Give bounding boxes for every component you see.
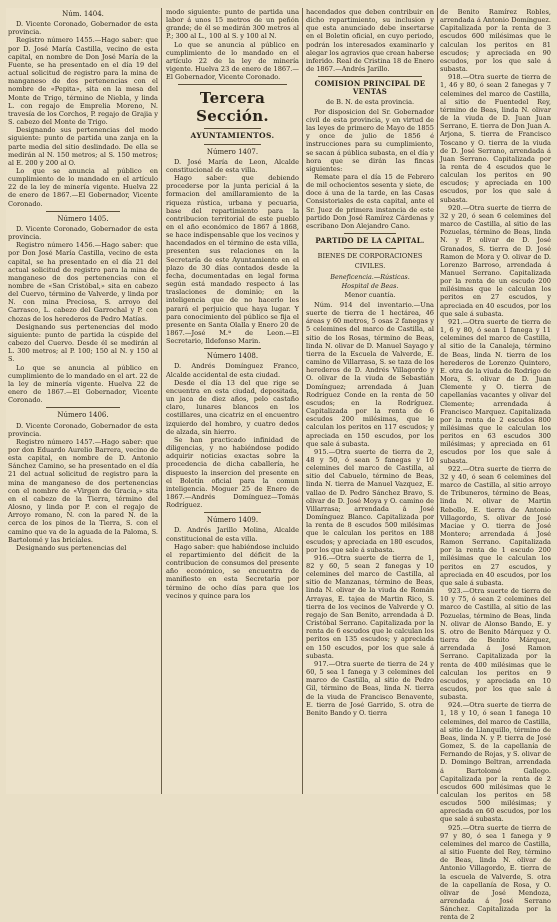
divider (46, 407, 120, 408)
heading-line: Beneficencia.—Rústicas. (330, 272, 410, 281)
divider (204, 128, 261, 129)
paragraph: 916.—Otra suerte de tierra de 1, 82 y 60, 5 sean 2 fanegas y 10 celemines del marco de Castilla, al sitio de Manzanas, término de Beas, linda N. olivar de la viuda de Román Arrayas, E. tajea de Martin Rico, S. tierra de los vecinos de Valverde y O. regajo de San Benito, arrendada á D. Cristóbal Serrano. Capitalizada por la renta de 6 escudos que le calculan los peritos en 135 escudos; y apreciada en 150 escudos, por los que sale á subasta. (306, 553, 434, 660)
paragraph: 915.—Otra suerte de tierra de 2, 48 y 50, ó sean 5 fanegas y 10 celemines del marco de Castilla, al sitio del Cabuelo, término de Beas, linda N. tierra de Manuel Vazquez, E. vallao de D. Pedro Sánchez Bravo, S. olivar de D. José Moya y O. camino de Villarrasa; arrendada á José Domínguez Blanco. Capitalizada por la renta de 8 escudos 500 milésimas que le calculan los peritos en 188 escudos; y apreciada en 180 escudos, por los que sale á subasta. (306, 447, 434, 554)
heading-line: CIVILES. (354, 262, 386, 271)
paragraph: Designando sus pertenencias del modo siguiente: punto de partida una zanja en la parte media del sitio deslindado. De ella se medirán al N. 150 metros; al S. 150 metros; al E. 200 y 200 al O. (8, 126, 158, 167)
paragraph: 922.—Otra suerte de tierra de 32 y 40, ó sean 6 celemines del marco de Castilla, al sitio arroyo de Tribuneros, término de Beas, linda N. olivar de Martin Rebollo, E. tierra de Antonio Villagordo, S. olivar de José Maciae y O. tierra de José Montero; arrendada á José Ramon Serrano. Capitalizada por la renta de 1 escudo 200 milésimas que le calculan los peritos en 27 escudos, y apreciada en 40 escudos, por los que sale á subasta. (440, 464, 551, 587)
heading-line: Hospital de Beas. (341, 281, 399, 290)
paragraph: Hago saber: que habiéndose incluido el repartimiento del déficit de la contribucion de consumos del presente año económico, se encuentra de manifiesto en esta Secretaría por término de ocho días para que los vecinos y quince para los (166, 542, 299, 600)
divider (344, 248, 396, 249)
paragraph: Lo que se anuncia al público en cumplimiento de lo mandado en el artículo 22 de la ley de minería vigente. Huelva 22 de enero de 1867.—El Gobernador, Vicente Coronado. (8, 166, 158, 208)
heading: COMISION PRINCIPAL DE VENTAS (314, 79, 426, 97)
paragraph: 920.—Otra suerte de tierra de 32 y 20, ó sean 6 celemines del marco de Castilla, al sitio de las Pozuelas, término de Beas, linda N. y P. olivar de D. José Granados, S. tierra de D. José Ramon de Mora y O. olivar de D. Lorenzo Barroso, arrendada á Manuel Serrano. Capitalizada por la renta de un escudo 200 milésimas que le calculan los peritos en 27 escudos, y apreciada en 40 escudos, por los que sale á subasta. (440, 203, 551, 318)
paragraph: 923.—Otra suerte de tierra de 10 y 75, ó sean 2 celemines del marco de Castilla, al sitio de las Pozuelas, término de Beas, linda N. olivar de Alonso Bando, E. y S. otro de Benito Márquez y O. tierra de Benito Márquez, arrendada á José Ramon Serrano. Capitalizada por la renta de 400 milésimas que le calculan los peritos en 9 escudos, y apreciada en 10 escudos, por los que sale á subasta. (440, 587, 551, 702)
divider (178, 84, 287, 85)
paragraph: de Benito Ramírez Robles, arrendada á Antonio Domínguez. Capitalizada por la renta de 3 escudos 600 milésimas que le calculan los peritos en 81 escudos; y apreciada en 90 escudos, por los que sale á subasta. (440, 8, 551, 74)
paragraph: Desde el día 13 del que rige se encuentra en esta ciudad, depositada, un jaca de diez años, pelo castaño claro, lunares blancos en los costillares, una cicatriz en el encuentro izquierdo del hombro, y cuatro dedos de alzada, sin hierro. (166, 378, 299, 436)
paragraph: Lo que se anuncia al público en cumplimiento de lo mandado en el art. 22 de la ley de minería vigente. Huelva 22 de enero de 1867.—El Gobernador, Vicente Coronado. (8, 363, 159, 405)
divider (318, 76, 422, 77)
paragraph: D. José María de Leon, Alcalde constitucional de esta villa. (166, 157, 299, 174)
divider (344, 233, 396, 234)
paragraph: Hago saber: que debiendo procederse por la junta pericial á la formacion del amillaramiento de la riqueza rústica, urbana y pecuaria, base del repartimiento para la contribucion territorial de este pueblo en el año económico de 1867 á 1868, se hace indispensable que los vecinos y hacendados en el término de esta villa, presenten sus relaciones en la Secretaría de este Ayuntamiento en el plazo de 30 días contados desde la fecha, documentadas en legal forma según está mandado respecto á las traslaciones de dominio; en la inteligencia que de no hacerlo les parará el perjuicio que haya lugar. Y para conocimiento del público se fija el presente en Santa Olalla y Enero 20 de 1867.—José M.ª de Leon.—El Secretario, Ildefonso Marin. (166, 174, 299, 346)
paragraph: hacendados que deben contribuir en dicho repartimiento, su inclusion y que esta anunciado debe insertarse en el Boletin oficial, en cuyo periodo, podrán los interesados examinarlo y alegar los agravios que crean haberse inferido. Real de Cristina 18 de Enero de 1867.—Andrés Jarillo. (306, 8, 434, 74)
paragraph: Registro número 1457.—Hago saber: que por don Eduardo Aurelio Barrera, vecino de esta capital, en nombre de D. Antonio Sánchez Camino, se ha presentado en el día 21 del actual solicitud de registro para la mina de manganeso de dos pertenencias con el nombre de «Virgen de Gracia,» sita en el cabezo de la Tierra, término del Alosno, y linda por P. con el regajo de Arroyo romano, N. con la pared N. de la cerca de los pinos de la Tierra, S. con el camino que va de la aguada de la Paloma, S. Bartolomé y las bricíales. (8, 437, 158, 544)
heading-line: BIENES DE CORPORACIONES (317, 252, 423, 261)
paragraph: D. Andrés Jarillo Molina, Alcalde constitucional de esta villa. (166, 526, 299, 543)
paragraph: Designando sus pertenencias del (16, 543, 127, 552)
paragraph: Lo que se anuncia al público en cumplimiento de lo mandado en el artículo 22 de la ley de minería vigente. Huelva 23 de enero de 1867.—El Gobernador, Vicente Coronado. (166, 40, 299, 82)
heading: PARTIDO DE LA CAPITAL. (315, 236, 425, 246)
divider (204, 348, 261, 349)
paragraph: 917.—Otra suerte de tierra de 24 y 60, 5 sea 1 fanega y 3 celemines del marco de Castilla, al sitio de Pedro Gil, término de Beas, linda N. tierra de la viuda de Francisco Benavente, E. tierra de José Garrido, S. otra de Benito Bando y O. tierra (306, 659, 434, 717)
column-3 (306, 8, 434, 794)
heading-line: Menor cuantía. (344, 290, 396, 299)
paragraph: Remate para el día 15 de Febrero de mil ochocientos sesenta y siete, de doce á una de la tarde, en las Casas Consistoriales de esta capital, ante el Sr. Juez de primera instancia de este partido Don José Ramírez Cárdenas y escribano Don Alejandro Cano. (306, 172, 434, 230)
paragraph: modo siguiente: punto de partida una labor á unos 15 metros de un peñón grande; de él se medirán 300 metros al P.; 300 al L., 100 al S. y 100 al N. (166, 8, 299, 41)
notice-number: Número 1406. (57, 411, 109, 420)
section-subtitle: AYUNTAMIENTOS. (190, 131, 275, 141)
paragraph: 918.—Otra suerte de tierra de 1, 46 y 80, ó sean 2 fanegas y 7 celemines del marco de Castilla, al sitio de Fuentedel Rey, término de Beas, linda N. olivar de la viuda de D. Juan Juan Serrano, E. tierra de Don Juan A. Arjona, S. tierra de Francisco Toscano y O. tierra de la viuda de D. José Serrano, arrendada á Juan Serrano. Capitalizada por la renta de 4 escudos que le calculan los peritos en 90 escudos; y apreciada en 100 escudos, por los que sale á subasta. (440, 73, 551, 204)
divider (204, 512, 261, 513)
paragraph: 925.—Otra suerte de tierra de 97 y 80, ó sea 1 fanega y 9 celemines del marco de Castilla, al sitio Fuente del Rey, término de Beas, linda N. olivar de Antonio Villagordo, E. tierra de la escuela de Valverde, S. otra de la capellanía de Rosa, y O. olivar de José Mendoza, arrendada á José Serrano Sánchez. Capitalizada por la renta de 2 (440, 823, 551, 922)
notice-number: Núm. 1404. (62, 10, 104, 18)
notice-number: Número 1405. (57, 214, 109, 223)
column-rule (437, 8, 438, 794)
newspaper-page (6, 8, 551, 922)
paragraph: Registro número 1456.—Hago saber: que por Don José María Castilla, vecino de esta capital, se ha presentado en el día 21 del actual solicitud de registro para la mina de manganeso de dos pertenencias con el nombre de «San Cristóbal,» sita en cabezo del Cuervo, término de Valverde, y linda por N. con mina Preciosa, S. arroyo del Carrasco, L. cabezo del Garrochal y P. con chozas de los herederos de Pedro Matías. (8, 241, 158, 323)
paragraph: D. Vicente Coronado, Gobernador de esta provincia. (8, 421, 158, 438)
paragraph: Designando sus pertenencias del modo siguiente: punto de partida la cúspide del cabezo del Cuervo. Desde él se medirán al L. 300 metros; al P. 100; 150 al N. y 150 al S. (8, 322, 158, 364)
column-2 (166, 8, 299, 794)
column-4 (440, 8, 551, 922)
column-1 (8, 8, 158, 794)
divider (46, 211, 120, 212)
heading-line: de B. N. de esta provincia. (325, 97, 415, 106)
column-rule (302, 8, 303, 794)
paragraph: 921.—Otra suerte de tierra de 1, 6 y 80, ó sean 1 fanega y 11 celemines del marco de Castilla, al sitio de la Canaleja, término de Beas, linda N. tierra de los herederos de Lorenzo Quintero, E. otra de la viuda de Rodrigo de Mora, S. olivar de D. Juan Clemente y O. tierra de capellanías vacantes y olivar del Clemente; arrendada á Francisco Marquez. Capitalizada por la renta de 2 escudos 800 milésimas que le calculan los peritos en 63 escudos 300 milésimas; y apreciada en 61 escudos por los que sale á subasta. (440, 317, 551, 465)
column-rule (161, 8, 162, 794)
paragraph: Por disposicion del Sr. Gobernador civil de esta provincia, y en virtud de las leyes de primero de Mayo de 1855 y once de julio de 1856 é instrucciones para su cumplimiento, se sacan á pública subasta, en el día y hora que se dirán las fincas siguientes: (306, 107, 434, 173)
paragraph: Registro número 1455.—Hago saber: que por D. José María Castilla, vecino de esta capital, en nombre de Don José María de la Fuente, se ha presentado en el día 19 del actual solicitud de registro para la mina de manganeso de dos pertenencias con el nombre de «Pepita», sita en la mesa del Monte de Trigo, término de Niebla, y linda L. con regajo de Emprelia Moreno, N. travesía de los Corchos, P. regajo de Grajia y S. cabezo del Monte de Trigo. (8, 36, 158, 127)
paragraph: D. Vicente Coronado, Gobernador de esta provincia. (8, 20, 158, 37)
section-title: Tercera Sección. (196, 89, 269, 126)
paragraph: Núm. 914 del inventario.—Una suerte de tierra de 1 hectárea, 46 áreas y 60 metros, 5 osas 2 fanegas y 5 celemines del marco de Castilla, al sitio de los Rosas, término de Beas, linda N. olivar de D. Manuel Sayago y tierra de la Escuela de Valverde, E. camino de Villarrasa, S. se taza de los herederos de D. Andrés Villagordo y O. olivar de la viuda de Sebastián Domínguez; arrendada á Juan Rodríguez Conde en la renta de 50 escudos; en la Rodríguez. Capitalizada por la renta de 6 escudos 200 milésimas, que le calculan los peritos en 117 escudos; y apreciada en 150 escudos, por los que sale á subasta. (306, 301, 434, 448)
notice-number: Número 1409. (206, 516, 259, 525)
notice-number: Número 1407. (206, 147, 259, 156)
paragraph: Se han practicado infinidad de diligencias, y no habiéndose podido adquirir noticias exactas sobre la procedencia de dicha caballería, he dispuesto la insercion del presente en el Boletín oficial para la comun inteligencia. Moguer 25 de Enero de 1867.—Andrés Domínguez—Tomás Rodríguez. (166, 435, 299, 510)
paragraph: 924.—Otra suerte de tierra de 1, 18 y 10, ó sean 1 fanega 10 celemines, del marco de Castilla, al sitio de Llanquillo, término de Beas, linda N. y P. tierra de José Gomez, S. de la capellanía de Fernando de Rojas, y S. olivar de D. Domingo Beltran, arrendada á Bartolomé Gallego. Capitalizada por la renta de 2 escudos 600 milésimas que le calculan los peritos en 58 escudos 500 milésimas; y apreciada en 60 escudos, por los que sale á subasta. (440, 701, 551, 824)
paragraph: D. Andrés Domínguez Franco, Alcalde accidental de esta ciudad. (166, 362, 299, 379)
divider (204, 144, 261, 145)
paragraph: D. Vicente Coronado, Gobernador de esta provincia. (8, 224, 158, 242)
notice-number: Número 1408. (206, 352, 259, 361)
